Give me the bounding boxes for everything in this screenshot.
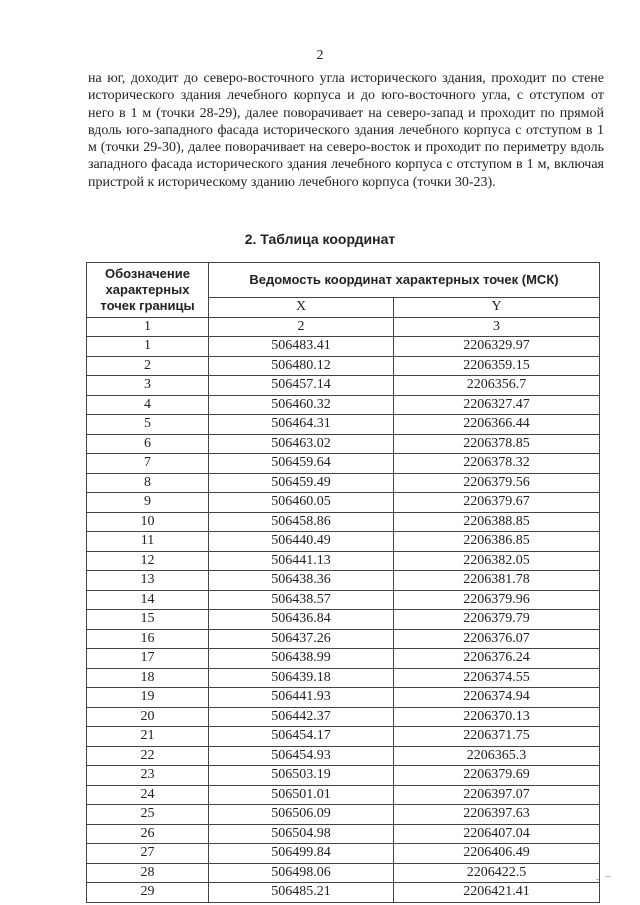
y-coordinate-cell: 2206379.56 [394, 473, 600, 493]
column-number: 2 [209, 317, 394, 337]
y-coordinate-cell: 2206378.85 [394, 434, 600, 454]
point-number-cell: 17 [87, 649, 209, 669]
x-coordinate-cell: 506438.57 [209, 590, 394, 610]
y-coordinate-cell: 2206327.47 [394, 395, 600, 415]
point-number-cell: 14 [87, 590, 209, 610]
x-coordinate-cell: 506498.06 [209, 863, 394, 883]
point-number-cell: 23 [87, 766, 209, 786]
point-number-cell: 7 [87, 454, 209, 474]
x-coordinate-cell: 506499.84 [209, 844, 394, 864]
x-coordinate-cell: 506503.19 [209, 766, 394, 786]
table-row [87, 688, 600, 708]
table-row [87, 707, 600, 727]
point-number-cell: 3 [87, 376, 209, 396]
x-coordinate-cell: 506463.02 [209, 434, 394, 454]
intro-paragraph: на юг, доходит до северо-восточного угла исторического здания, проходит по стене исторического здания лечебного корпуса и до юго-восточного угла, с отступом от него в 1 м (точки 28-29), далее поворачивает на северо-запад и проходит по прямой вдоль юго-западного фасада исторического здания лечебного корпуса с отступом в 1 м (точки 29-30), далее поворачивает на северо-восток и проходит по периметру вдоль западного фасада исторического здания лечебного корпуса с отступом в 1 м, включая пристрой к историческому зданию лечебного корпуса (точки 30-23). [88, 71, 604, 190]
y-coordinate-cell: 2206378.32 [394, 454, 600, 474]
y-coordinate-cell: 2206379.69 [394, 766, 600, 786]
point-number-cell: 16 [87, 629, 209, 649]
table-row [87, 668, 600, 688]
point-number-cell: 6 [87, 434, 209, 454]
table-row [87, 746, 600, 766]
y-coordinate-cell: 2206356.7 [394, 376, 600, 396]
point-number-cell: 27 [87, 844, 209, 864]
point-number-cell: 2 [87, 356, 209, 376]
x-coordinate-cell: 506441.13 [209, 551, 394, 571]
y-coordinate-cell: 2206371.75 [394, 727, 600, 747]
table-row [87, 610, 600, 630]
table-row [87, 766, 600, 786]
x-coordinate-cell: 506506.09 [209, 805, 394, 825]
point-number-cell: 25 [87, 805, 209, 825]
table-row [87, 473, 600, 493]
x-coordinate-cell: 506459.64 [209, 454, 394, 474]
point-number-cell: 12 [87, 551, 209, 571]
x-coordinate-cell: 506460.05 [209, 493, 394, 513]
x-coordinate-cell: 506504.98 [209, 824, 394, 844]
section-heading: 2. Таблица координат [244, 231, 396, 247]
point-number-cell: 1 [87, 337, 209, 357]
x-coordinate-cell: 506480.12 [209, 356, 394, 376]
table-row [87, 415, 600, 435]
x-coordinate-cell: 506459.49 [209, 473, 394, 493]
column-number: 3 [394, 317, 600, 337]
x-coordinate-cell: 506464.31 [209, 415, 394, 435]
x-coordinate-cell: 506458.86 [209, 512, 394, 532]
x-coordinate-cell: 506438.99 [209, 649, 394, 669]
header-y: Y [394, 298, 600, 318]
header-x: X [209, 298, 394, 318]
table-row [87, 805, 600, 825]
table-row [87, 512, 600, 532]
table-row [87, 356, 600, 376]
scan-mark [596, 879, 599, 880]
y-coordinate-cell: 2206422.5 [394, 863, 600, 883]
coordinates-table [86, 262, 600, 903]
page-number: 2 [316, 48, 324, 63]
table-row [87, 863, 600, 883]
x-coordinate-cell: 506439.18 [209, 668, 394, 688]
point-number-cell: 13 [87, 571, 209, 591]
point-number-cell: 15 [87, 610, 209, 630]
table-row [87, 590, 600, 610]
table-row [87, 376, 600, 396]
point-number-cell: 20 [87, 707, 209, 727]
x-coordinate-cell: 506442.37 [209, 707, 394, 727]
point-number-cell: 24 [87, 785, 209, 805]
x-coordinate-cell: 506460.32 [209, 395, 394, 415]
table-row [87, 551, 600, 571]
y-coordinate-cell: 2206381.78 [394, 571, 600, 591]
column-number: 1 [87, 317, 209, 337]
y-coordinate-cell: 2206329.97 [394, 337, 600, 357]
x-coordinate-cell: 506436.84 [209, 610, 394, 630]
x-coordinate-cell: 506485.21 [209, 883, 394, 903]
x-coordinate-cell: 506438.36 [209, 571, 394, 591]
table-row [87, 883, 600, 903]
y-coordinate-cell: 2206376.07 [394, 629, 600, 649]
y-coordinate-cell: 2206421.41 [394, 883, 600, 903]
table-row [87, 785, 600, 805]
y-coordinate-cell: 2206376.24 [394, 649, 600, 669]
y-coordinate-cell: 2206382.05 [394, 551, 600, 571]
table-row [87, 844, 600, 864]
point-number-cell: 10 [87, 512, 209, 532]
table-header [87, 263, 600, 337]
table-row [87, 454, 600, 474]
y-coordinate-cell: 2206379.79 [394, 610, 600, 630]
table-row [87, 493, 600, 513]
y-coordinate-cell: 2206386.85 [394, 532, 600, 552]
x-coordinate-cell: 506501.01 [209, 785, 394, 805]
table-body [87, 337, 600, 903]
point-number-cell: 4 [87, 395, 209, 415]
point-number-cell: 5 [87, 415, 209, 435]
x-coordinate-cell: 506457.14 [209, 376, 394, 396]
table-row [87, 395, 600, 415]
point-number-cell: 18 [87, 668, 209, 688]
y-coordinate-cell: 2206406.49 [394, 844, 600, 864]
header-coordinate-statement: Ведомость координат характерных точек (МСК) [209, 263, 600, 298]
y-coordinate-cell: 2206374.94 [394, 688, 600, 708]
x-coordinate-cell: 506437.26 [209, 629, 394, 649]
point-number-cell: 21 [87, 727, 209, 747]
x-coordinate-cell: 506440.49 [209, 532, 394, 552]
table-row [87, 727, 600, 747]
y-coordinate-cell: 2206397.07 [394, 785, 600, 805]
x-coordinate-cell: 506454.17 [209, 727, 394, 747]
point-number-cell: 8 [87, 473, 209, 493]
point-number-cell: 22 [87, 746, 209, 766]
x-coordinate-cell: 506454.93 [209, 746, 394, 766]
scan-mark [605, 876, 611, 877]
table-row [87, 571, 600, 591]
table-row [87, 337, 600, 357]
x-coordinate-cell: 506441.93 [209, 688, 394, 708]
point-number-cell: 29 [87, 883, 209, 903]
point-number-cell: 9 [87, 493, 209, 513]
point-number-cell: 28 [87, 863, 209, 883]
y-coordinate-cell: 2206388.85 [394, 512, 600, 532]
table-row [87, 434, 600, 454]
column-number-row [87, 317, 600, 337]
y-coordinate-cell: 2206379.96 [394, 590, 600, 610]
x-coordinate-cell: 506483.41 [209, 337, 394, 357]
point-number-cell: 19 [87, 688, 209, 708]
y-coordinate-cell: 2206359.15 [394, 356, 600, 376]
y-coordinate-cell: 2206379.67 [394, 493, 600, 513]
y-coordinate-cell: 2206370.13 [394, 707, 600, 727]
table-row [87, 532, 600, 552]
point-number-cell: 26 [87, 824, 209, 844]
y-coordinate-cell: 2206397.63 [394, 805, 600, 825]
y-coordinate-cell: 2206407.04 [394, 824, 600, 844]
table-row [87, 824, 600, 844]
table-row [87, 649, 600, 669]
y-coordinate-cell: 2206365.3 [394, 746, 600, 766]
y-coordinate-cell: 2206366.44 [394, 415, 600, 435]
y-coordinate-cell: 2206374.55 [394, 668, 600, 688]
header-point-designation: Обозначение характерных точек границы [87, 263, 209, 318]
point-number-cell: 11 [87, 532, 209, 552]
table-row [87, 629, 600, 649]
